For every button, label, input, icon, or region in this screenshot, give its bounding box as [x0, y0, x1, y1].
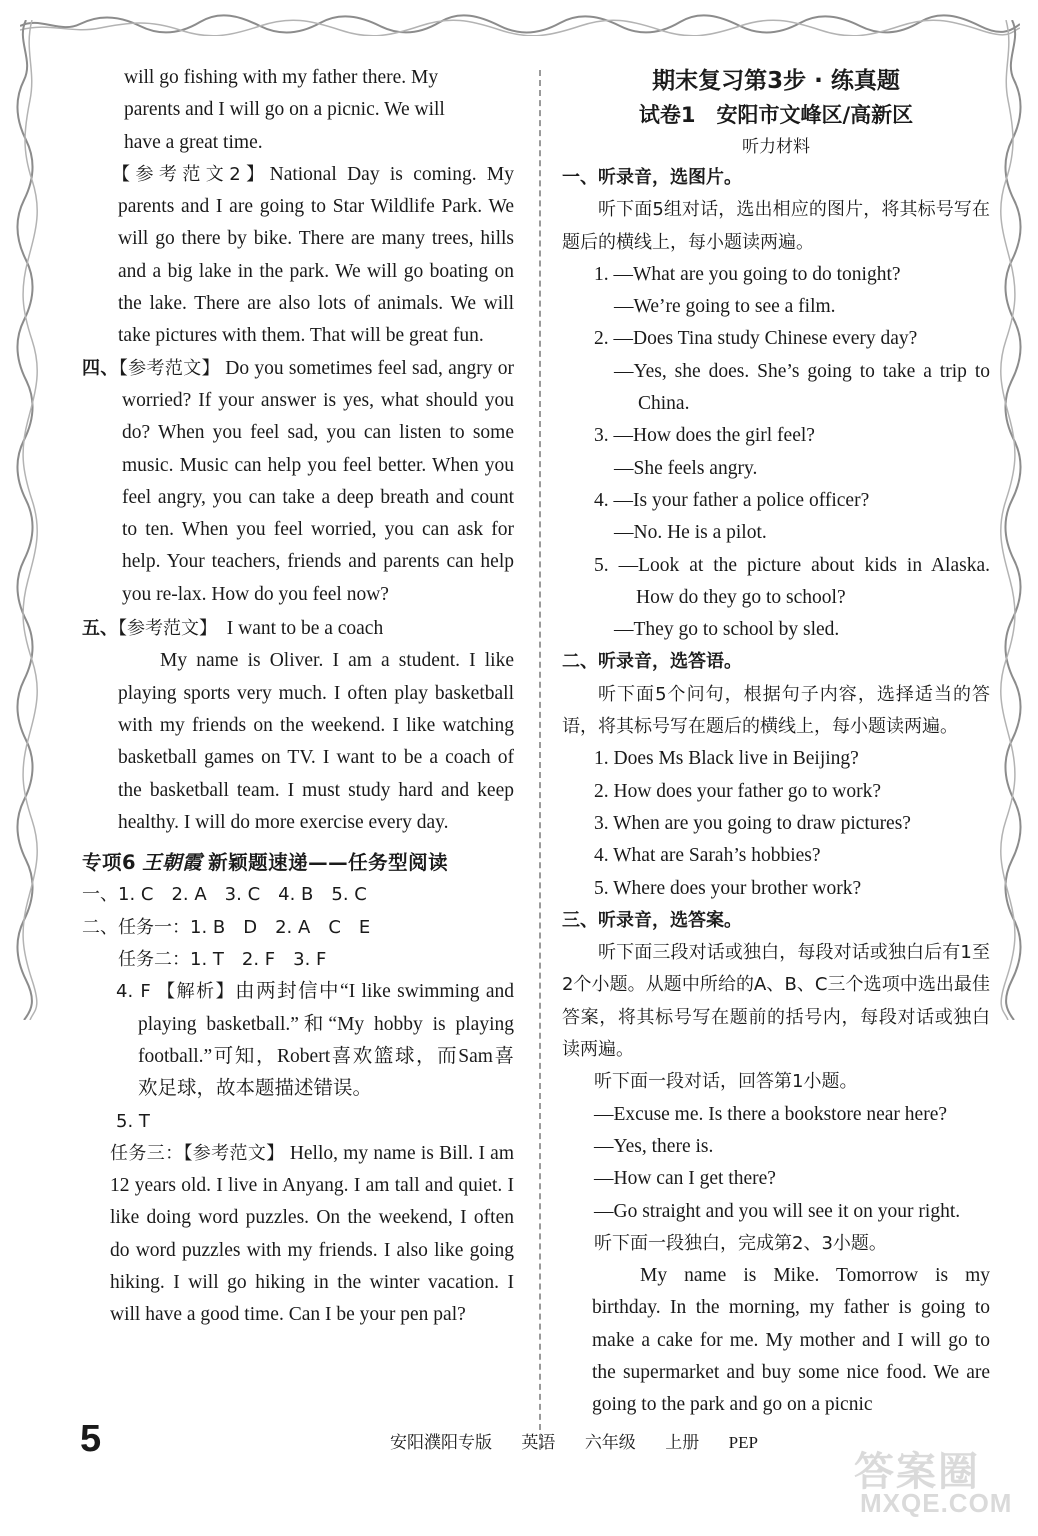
dialog-line: 2. —Does Tina study Chinese every day?: [594, 328, 918, 350]
sample-essay-2: [82, 159, 514, 353]
section-four: [82, 353, 514, 611]
page-number: 5: [80, 1418, 102, 1460]
analysis-tag: 【解析】: [157, 981, 236, 1003]
answer-five: 5. T: [116, 1110, 150, 1132]
question-line: 5. Where does your brother work?: [594, 877, 862, 899]
question-line: 2. How does your father go to work?: [594, 780, 882, 802]
listening-section-one-heading: 一、听录音，选图片。: [562, 167, 742, 188]
watermark-url: MXQE.COM: [860, 1488, 1013, 1518]
decorative-frame-left: [12, 20, 38, 1020]
section-five-heading: [82, 613, 514, 645]
dialog-line: —They go to school by sled.: [614, 619, 840, 641]
dialog-line: —She feels angry.: [614, 457, 758, 479]
dialog-line: —Excuse me. Is there a bookstore near here?: [594, 1103, 948, 1125]
answers-task-two: 任务二：1. T 2. F 3. F: [118, 949, 327, 971]
instructions: 听下面5组对话，选出相应的图片，将其标号写在题后的横线上，每小题读两遍。: [562, 199, 990, 253]
section-five-body: My name is Oliver. I am a student. I like playing sports very much. I often play basketball with my friends on the weekend. I like watching basketball games on TV. I want to be a coach of the basketball team. I must study hard and keep healthy. I will do more exercise every day.: [118, 650, 514, 833]
special-topic-label: 专项6: [82, 851, 137, 875]
sample-essay-tag: 【参考范文】: [118, 357, 221, 379]
dialog-line: 1. —What are you going to do tonight?: [594, 263, 901, 285]
section-label: 五、: [82, 618, 118, 640]
dialog-line: —We’re going to see a film.: [614, 296, 836, 318]
column-divider: [539, 70, 541, 1450]
task-three: [82, 1138, 514, 1332]
footer-edition: 安阳濮阳专版: [390, 1433, 492, 1453]
dialog-line: —No. He is a pilot.: [614, 522, 767, 544]
answers-part-two: 二、任务一：1. B D 2. A C E: [82, 916, 371, 938]
footer-grade: 六年级: [584, 1433, 636, 1453]
text-line: have a great time.: [124, 131, 263, 153]
text-line: parents and I will go on a picnic. We will: [124, 99, 445, 121]
dialog-line: —How can I get there?: [594, 1168, 776, 1190]
special-topic-title: 新颖题速递——任务型阅读: [208, 851, 449, 875]
listening-section-two-heading: 二、听录音，选答语。: [562, 651, 742, 673]
dialog-line: —Go straight and you will see it on your right.: [594, 1200, 961, 1222]
task-label: 任务三：: [110, 1142, 184, 1164]
listening-section-three-heading: 三、听录音，选答案。: [562, 909, 742, 931]
decorative-frame-top: [20, 14, 1020, 36]
sample-essay-tag: 【参考范文】: [183, 1142, 285, 1164]
sample-essay-tag: 【参考范文2】: [112, 163, 270, 185]
decorative-frame-right: [1000, 20, 1026, 1020]
answers-part-one: 一、1. C 2. A 3. C 4. B 5. C: [82, 884, 367, 906]
sample-essay-tag: 【参考范文】: [118, 618, 217, 640]
lead-line: 听下面一段独白，完成第2、3小题。: [594, 1232, 887, 1254]
right-column: [562, 62, 990, 1422]
task-three-body: Hello, my name is Bill. I am 12 years old. I live in Anyang. I am tall and quiet. I like doing word puzzles. On the weekend, I often do word puzzles with my friends. I also like going hiking. I will go hiking in the winter vacation. I will have a good time. Can I be your pen pal?: [110, 1142, 515, 1326]
watermark-text: 答案圈: [854, 1449, 980, 1495]
footer-info: [390, 1428, 772, 1453]
essay-title: I want to be a coach: [226, 618, 384, 640]
footer-volume: 上册: [665, 1433, 700, 1453]
dialog-line: —Yes, she does. She’s going to take a trip to China.: [614, 360, 990, 415]
dialog-line: 4. —Is your father a police officer?: [594, 489, 870, 511]
instructions: 听下面三段对话或独白，每段对话或独白后有1至2个小题。从题中所给的A、B、C三个选项中选出最佳答案，将其标号写在题前的括号内，每段对话或独白读两遍。: [562, 942, 990, 1061]
brand-logo: 王朝霞: [142, 851, 203, 875]
section-subtitle: 听力材料: [742, 137, 810, 157]
dialog-line: —Yes, there is.: [594, 1135, 714, 1157]
sample-essay-body: National Day is coming. My parents and I are going to Star Wildlife Park. We will go there by bike. There are many trees, hills and a big lake in the park. We will go boating on the lake. There are also lots of animals. We will take pictures with them. That will be great fun.: [118, 163, 515, 347]
footer-subject: 英语: [521, 1433, 556, 1453]
paper-subtitle: 试卷1 安阳市文峰区/高新区: [638, 103, 914, 127]
lead-line: 听下面一段对话，回答第1小题。: [594, 1071, 858, 1093]
section-four-body: Do you sometimes feel sad, angry or worried? If your answer is yes, what should you do? When you feel sad, you can listen to some music. Music can help you feel better. When you feel angry, you can take a deep breath and count to ten. When you feel worried, you can ask for help. Your teachers, friends and parents can help you re-lax. How do you feel now?: [122, 357, 515, 605]
question-line: 3. When are you going to draw pictures?: [594, 812, 911, 834]
question-line: 4. What are Sarah’s hobbies?: [594, 845, 821, 867]
section-label: 四、: [82, 357, 119, 379]
left-column: [82, 62, 514, 1332]
text-line: will go fishing with my father there. My: [124, 67, 439, 88]
answer-number: 4. F: [116, 981, 151, 1003]
instructions: 听下面5个问句，根据句子内容，选择适当的答语，将其标号写在题后的横线上，每小题读两遍。: [562, 683, 990, 738]
special-topic-heading: [82, 847, 514, 879]
answer-four-analysis: [82, 976, 514, 1105]
dialog-line: 3. —How does the girl feel?: [594, 425, 815, 447]
page-title: 期末复习第3步 · 练真题: [652, 68, 900, 94]
watermark-logo: [854, 1440, 1013, 1524]
monologue: My name is Mike. Tomorrow is my birthday. In the morning, my father is going to make a cake for me. My mother and I will go to the supermarket and buy some nice food. We are going to the park and go on a picnic: [592, 1265, 990, 1416]
analysis-body: 由两封信中“I like swimming and playing basketball.”和“My hobby is playing football.”可知，Robert喜欢篮球，而Sam喜欢足球，故本题描述错误。: [138, 981, 515, 1100]
footer-series: PEP: [728, 1433, 758, 1452]
question-line: 1. Does Ms Black live in Beijing?: [594, 748, 859, 770]
dialog-line: 5. —Look at the picture about kids in Alaska. How do they go to school?: [594, 554, 990, 608]
